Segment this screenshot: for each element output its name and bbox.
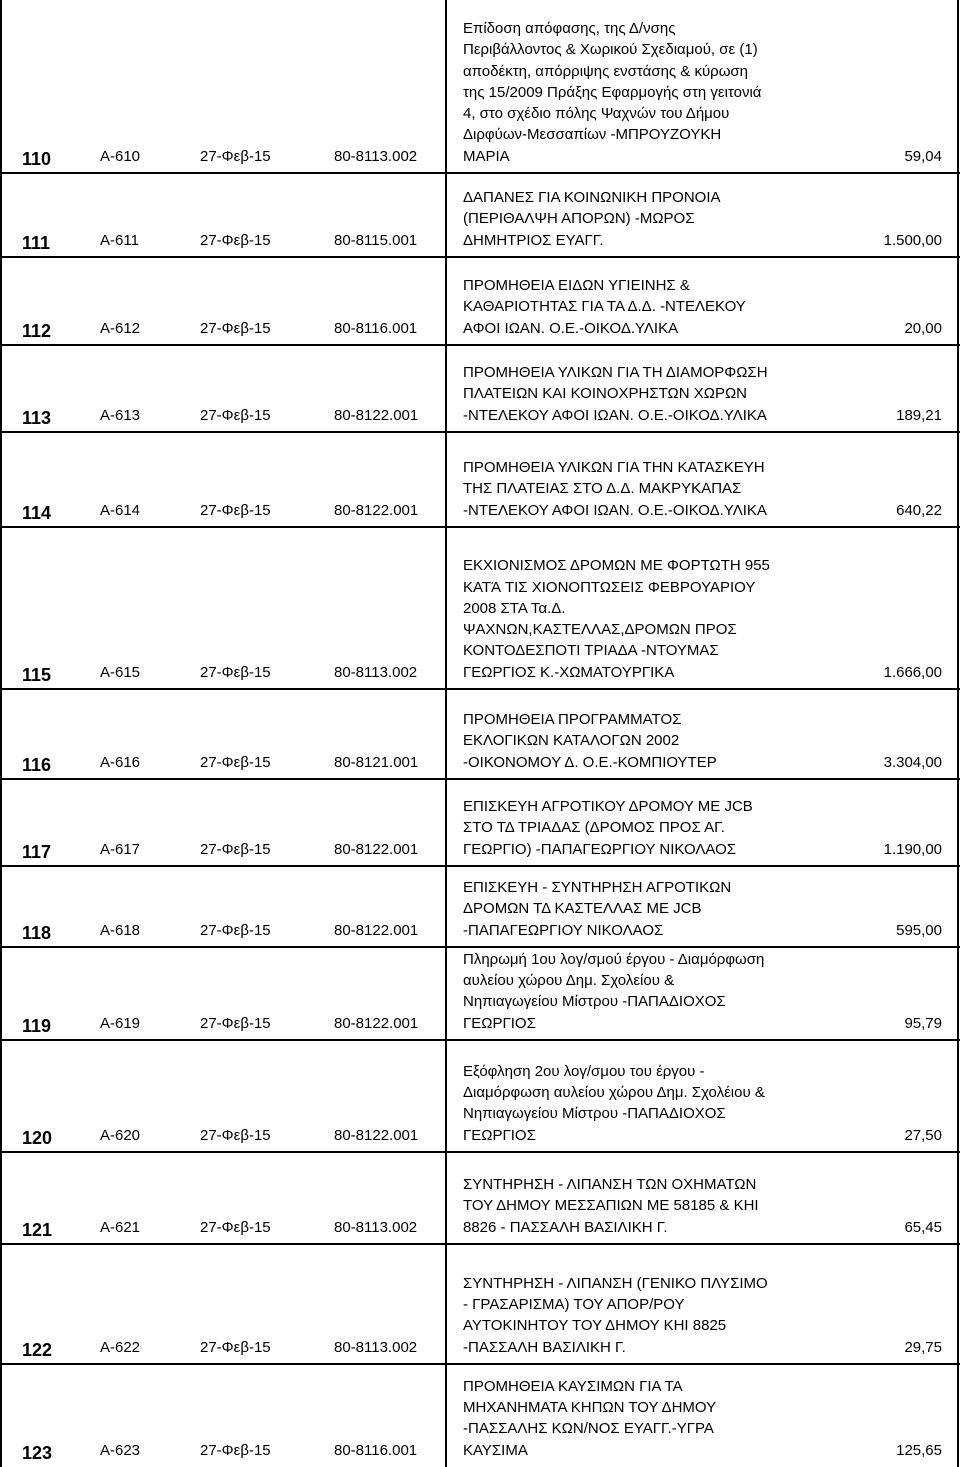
table-row (0, 779, 960, 866)
table-row (0, 866, 960, 947)
amount: 595,00 (896, 922, 942, 939)
document-code: Α-612 (100, 320, 141, 337)
amount: 20,00 (904, 320, 942, 337)
amount: 1.666,00 (883, 664, 942, 681)
amount: 95,79 (904, 1015, 942, 1032)
row-number: 119 (22, 1016, 52, 1036)
table-row (0, 1040, 960, 1152)
account-code: 80-8113.002 (334, 664, 418, 681)
document-date: 27-Φεβ-15 (200, 841, 271, 858)
table-row (0, 345, 960, 432)
account-code: 80-8113.002 (334, 1339, 418, 1356)
account-code: 80-8122.001 (334, 841, 419, 858)
description: Πληρωμή 1ου λογ/σμού έργου - Διαμόρφωση αυλείου χώρου Δημ. Σχολείου & Νηπιαγωγείου Μίστρου -ΠΑΠΑΔΙΟΧΟΣ ΓΕΩΡΓΙΟΣ (463, 950, 765, 1032)
description: ΕΠΙΣΚΕΥΗ - ΣΥΝΤΗΡΗΣΗ ΑΓΡΟΤΙΚΩΝ ΔΡΟΜΩΝ ΤΔ ΚΑΣΤΕΛΛΑΣ ΜΕ JCB -ΠΑΠΑΓΕΩΡΓΙΟΥ ΝΙΚΟΛΑΟΣ (463, 879, 732, 939)
account-code: 80-8122.001 (334, 502, 419, 519)
document-code: Α-619 (100, 1015, 141, 1032)
document-code: Α-613 (100, 407, 141, 424)
description: ΠΡΟΜΗΘΕΙΑ ΥΛΙΚΩΝ ΓΙΑ ΤΗΝ ΚΑΤΑΣΚΕΥΗ ΤΗΣ ΠΛΑΤΕΙΑΣ ΣΤΟ Δ.Δ. ΜΑΚΡΥΚΑΠΑΣ -ΝΤΕΛΕΚΟΥ ΑΦΟΙ ΙΩΑΝ. Ο.Ε.-ΟΙΚΟΔ.ΥΛΙΚΑ (463, 459, 767, 519)
account-code: 80-8116.001 (334, 320, 418, 337)
row-number: 118 (22, 923, 52, 943)
description: ΣΥΝΤΗΡΗΣΗ - ΛΙΠΑΝΣΗ (ΓΕΝΙΚΟ ΠΛΥΣΙΜΟ - ΓΡΑΣΑΡΙΣΜΑ) ΤΟΥ ΑΠΟΡ/ΡΟΥ ΑΥΤΟΚΙΝΗΤΟΥ ΤΟΥ ΔΗΜΟΥ ΚΗΙ 8825 -ΠΑΣΣΑΛΗ ΒΑΣΙΛΙΚΗ Γ. (463, 1274, 768, 1356)
row-number: 115 (22, 665, 52, 685)
amount: 65,45 (904, 1219, 942, 1236)
document-code: Α-611 (100, 232, 139, 249)
document-code: Α-622 (100, 1339, 141, 1356)
description: ΕΠΙΣΚΕΥΗ ΑΓΡΟΤΙΚΟΥ ΔΡΟΜΟΥ ΜΕ JCB ΣΤΟ ΤΔ ΤΡΙΑΔΑΣ (ΔΡΟΜΟΣ ΠΡΟΣ ΑΓ. ΓΕΩΡΓΙΟ) -ΠΑΠΑΓΕΩΡΓΙΟΥ ΝΙΚΟΛΑΟΣ (463, 798, 753, 858)
row-number: 120 (22, 1128, 53, 1148)
account-code: 80-8113.002 (334, 1219, 418, 1236)
document-date: 27-Φεβ-15 (200, 1127, 271, 1144)
table-row (0, 173, 960, 257)
document-date: 27-Φεβ-15 (200, 664, 271, 681)
table-row (0, 1152, 960, 1244)
amount: 125,65 (896, 1442, 942, 1459)
row-number: 110 (22, 149, 52, 169)
amount: 189,21 (896, 407, 942, 424)
amount: 640,22 (896, 502, 942, 519)
document-code: Α-615 (100, 664, 141, 681)
account-code: 80-8122.001 (334, 1015, 419, 1032)
document-code: Α-616 (100, 754, 141, 771)
row-number: 114 (22, 503, 52, 523)
account-code: 80-8113.002 (334, 148, 418, 165)
table-row (0, 689, 960, 779)
document-date: 27-Φεβ-15 (200, 754, 271, 771)
row-number: 123 (22, 1443, 53, 1463)
document-date: 27-Φεβ-15 (200, 148, 271, 165)
document-code: Α-614 (100, 502, 141, 519)
table-row (0, 1244, 960, 1364)
amount: 1.190,00 (883, 841, 942, 858)
document-date: 27-Φεβ-15 (200, 922, 271, 939)
document-code: Α-623 (100, 1442, 141, 1459)
row-number: 112 (22, 321, 52, 341)
account-code: 80-8122.001 (334, 922, 419, 939)
row-number: 117 (22, 842, 52, 862)
document-date: 27-Φεβ-15 (200, 1442, 271, 1459)
row-number: 116 (22, 755, 52, 775)
description: Εξόφληση 2ου λογ/σμου του έργου - Διαμόρφωση αυλείου χώρου Δημ. Σχολέιου & Νηπιαγωγείου Μίστρου -ΠΑΠΑΔΙΟΧΟΣ ΓΕΩΡΓΙΟΣ (463, 1062, 765, 1144)
amount: 3.304,00 (883, 754, 942, 771)
amount: 59,04 (904, 148, 942, 165)
account-code: 80-8121.001 (334, 754, 419, 771)
document-date: 27-Φεβ-15 (200, 232, 271, 249)
account-code: 80-8115.001 (334, 232, 418, 249)
row-number: 111 (22, 233, 51, 253)
account-code: 80-8122.001 (334, 1127, 419, 1144)
row-number: 113 (22, 408, 52, 428)
document-date: 27-Φεβ-15 (200, 1219, 271, 1236)
description: ΣΥΝΤΗΡΗΣΗ - ΛΙΠΑΝΣΗ ΤΩΝ ΟΧΗΜΑΤΩΝ ΤΟΥ ΔΗΜΟΥ ΜΕΣΣΑΠΙΩΝ ΜΕ 58185 & ΚΗΙ 8826 - ΠΑΣΣΑΛΗ ΒΑΣΙΛΙΚΗ Γ. (463, 1176, 759, 1236)
document-code: Α-621 (100, 1219, 141, 1236)
table-row (0, 947, 960, 1040)
document-date: 27-Φεβ-15 (200, 320, 271, 337)
document-date: 27-Φεβ-15 (200, 502, 271, 519)
row-number: 122 (22, 1340, 53, 1360)
document-code: Α-618 (100, 922, 141, 939)
document-date: 27-Φεβ-15 (200, 407, 271, 424)
description: ΠΡΟΜΗΘΕΙΑ ΚΑΥΣΙΜΩΝ ΓΙΑ ΤΑ ΜΗΧΑΝΗΜΑΤΑ ΚΗΠΩΝ ΤΟΥ ΔΗΜΟΥ -ΠΑΣΣΑΛΗΣ ΚΩΝ/ΝΟΣ ΕΥΑΓΓ.-ΥΓΡΑ ΚΑΥΣΙΜΑ (463, 1377, 717, 1459)
description: ΔΑΠΑΝΕΣ ΓΙΑ ΚΟΙΝΩΝΙΚΗ ΠΡΟΝΟΙΑ (ΠΕΡΙΘΑΛΨΗ ΑΠΟΡΩΝ) -ΜΩΡΟΣ ΔΗΜΗΤΡΙΟΣ ΕΥΑΓΓ. (463, 189, 721, 249)
row-number: 121 (22, 1220, 53, 1240)
table-row (0, 432, 960, 527)
amount: 27,50 (904, 1127, 942, 1144)
document-date: 27-Φεβ-15 (200, 1339, 271, 1356)
description: ΠΡΟΜΗΘΕΙΑ ΥΛΙΚΩΝ ΓΙΑ ΤΗ ΔΙΑΜΟΡΦΩΣΗ ΠΛΑΤΕΙΩΝ ΚΑΙ ΚΟΙΝΟΧΡΗΣΤΩΝ ΧΩΡΩΝ -ΝΤΕΛΕΚΟΥ ΑΦΟΙ ΙΩΑΝ. Ο.Ε.-ΟΙΚΟΔ.ΥΛΙΚΑ (463, 364, 768, 424)
description: ΠΡΟΜΗΘΕΙΑ ΠΡΟΓΡΑΜΜΑΤΟΣ ΕΚΛΟΓΙΚΩΝ ΚΑΤΑΛΟΓΩΝ 2002 -ΟΙΚΟΝΟΜΟΥ Δ. Ο.Ε.-ΚΟΜΠΙΟΥΤΕΡ (463, 711, 717, 771)
document-code: Α-610 (100, 148, 141, 165)
account-code: 80-8116.001 (334, 1442, 418, 1459)
document-code: Α-617 (100, 841, 141, 858)
table-row (0, 0, 960, 173)
amount: 1.500,00 (883, 232, 942, 249)
document-code: Α-620 (100, 1127, 141, 1144)
description: ΠΡΟΜΗΘΕΙΑ ΕΙΔΩΝ ΥΓΙΕΙΝΗΣ & ΚΑΘΑΡΙΟΤΗΤΑΣ ΓΙΑ ΤΑ Δ.Δ. -ΝΤΕΛΕΚΟΥ ΑΦΟΙ ΙΩΑΝ. Ο.Ε.-ΟΙΚΟΔ.ΥΛΙΚΑ (463, 277, 746, 337)
document-date: 27-Φεβ-15 (200, 1015, 271, 1032)
amount: 29,75 (904, 1339, 942, 1356)
description: Επίδοση απόφασης, της Δ/νσης Περιβάλλοντος & Χωρικού Σχεδιαμού, σε (1) αποδέκτη, απόρριψης ενστάσης & κύρωση της 15/2009 Πράξης Εφαρμογής στη γειτονιά 4, στο σχέδιο πόλης Ψαχνών του Δήμου Διρφύων-Μεσσαπίων -ΜΠΡΟΥΖΟΥΚΗ ΜΑΡΙΑ (463, 19, 762, 165)
table-row (0, 257, 960, 345)
table-row (0, 527, 960, 689)
account-code: 80-8122.001 (334, 407, 419, 424)
table-row (0, 1364, 960, 1467)
description: ΕΚΧΙΟΝΙΣΜΟΣ ΔΡΟΜΩΝ ΜΕ ΦΟΡΤΩΤΗ 955 ΚΑΤΆ ΤΙΣ ΧΙΟΝΟΠΤΩΣΕΙΣ ΦΕΒΡΟΥΑΡΙΟΥ 2008 ΣΤΑ Τα.Δ. ΨΑΧΝΩΝ,ΚΑΣΤΕΛΛΑΣ,ΔΡΟΜΩΝ ΠΡΟΣ ΚΟΝΤΟΔΕΣΠΟΤΙ ΤΡΙΑΔΑ -ΝΤΟΥΜΑΣ ΓΕΩΡΓΙΟΣ Κ.-ΧΩΜΑΤΟΥΡΓΙΚΑ (463, 557, 770, 681)
